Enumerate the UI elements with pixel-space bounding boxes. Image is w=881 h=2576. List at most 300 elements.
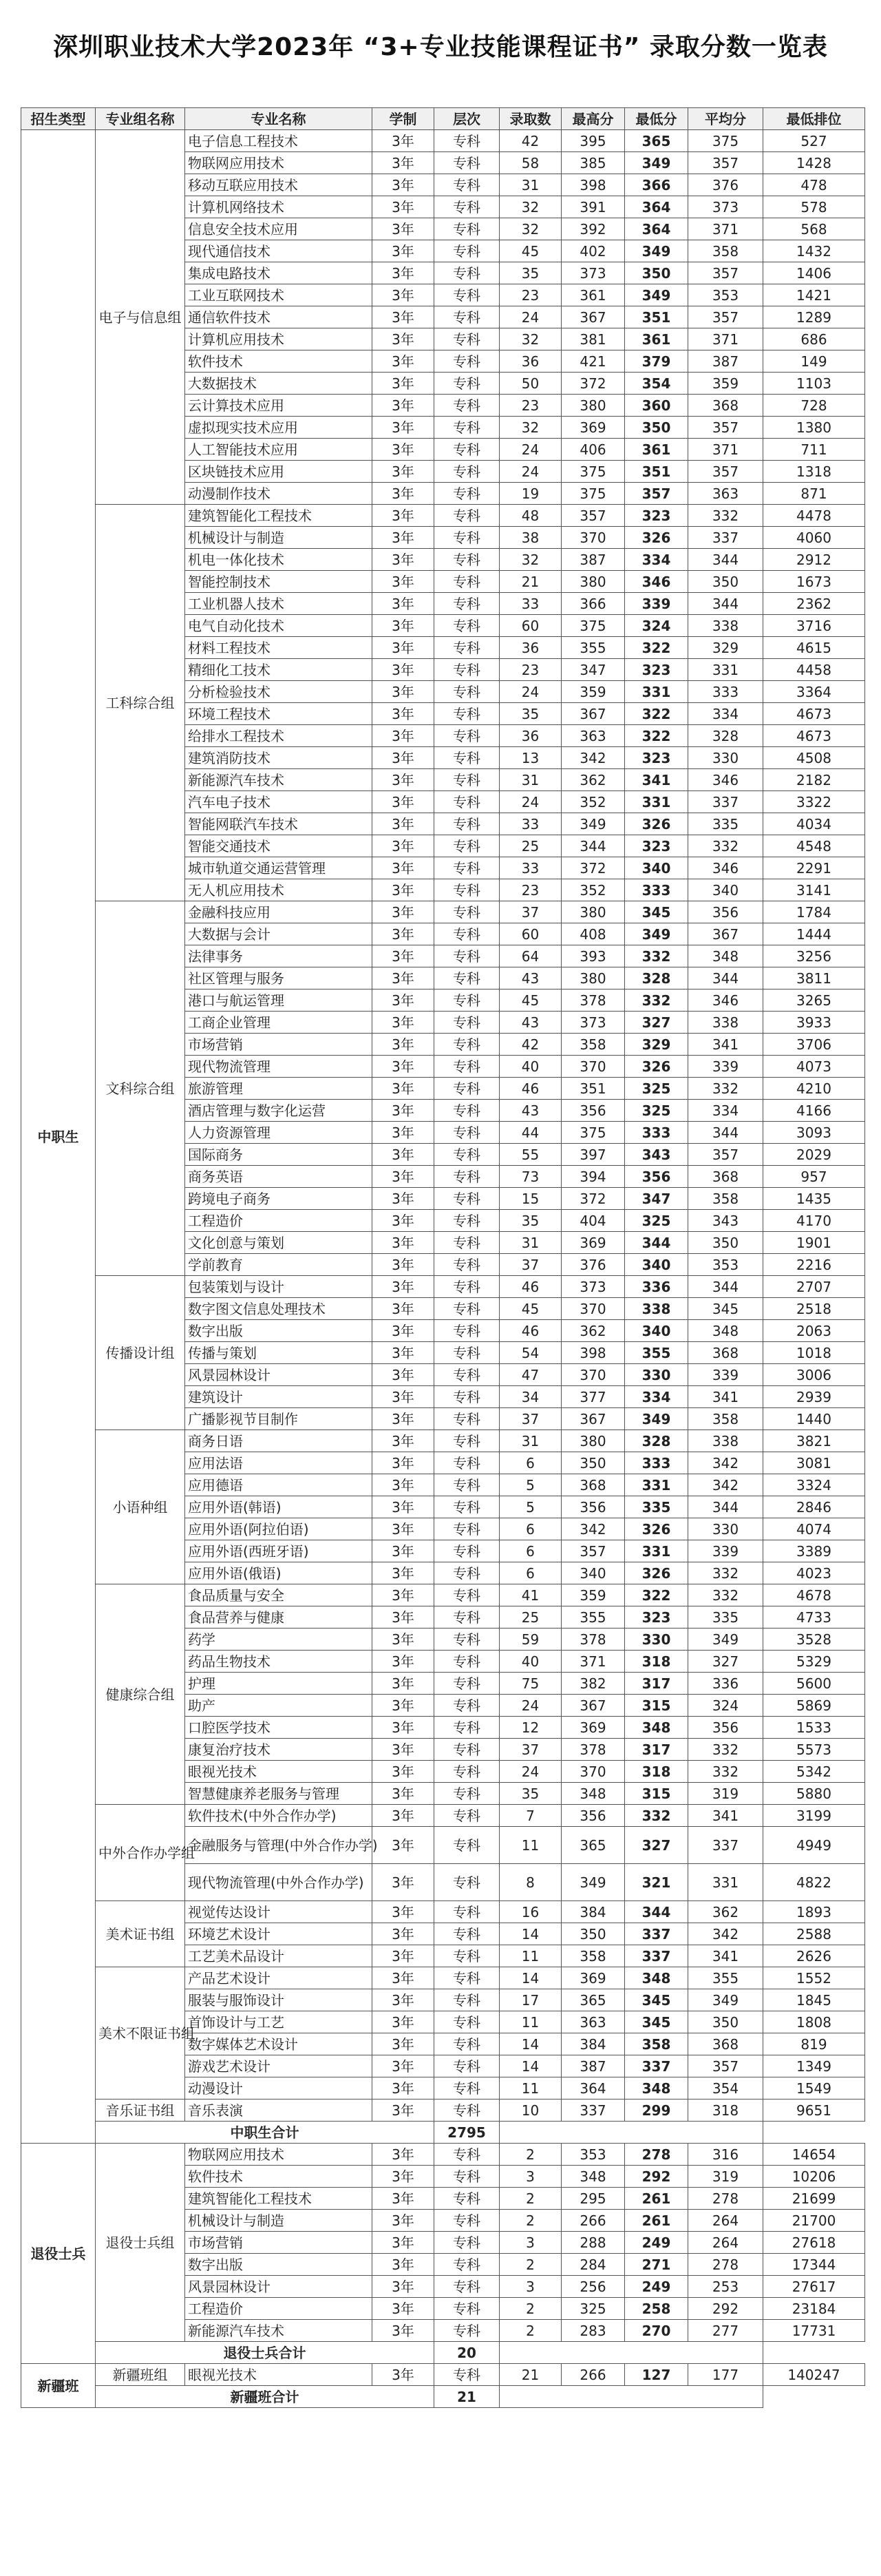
level-cell: 专科 <box>434 813 500 835</box>
highest-score-cell: 370 <box>562 1298 625 1320</box>
duration-cell: 3年 <box>372 1408 434 1430</box>
lowest-rank-cell: 3716 <box>763 615 865 637</box>
duration-cell: 3年 <box>372 2210 434 2232</box>
subtotal-row <box>21 2386 865 2408</box>
major-name-cell: 材料工程技术 <box>185 637 372 659</box>
major-name-cell: 建筑消防技术 <box>185 747 372 769</box>
lowest-score-cell: 326 <box>625 1056 688 1078</box>
average-score-cell: 344 <box>688 1276 763 1298</box>
duration-cell: 3年 <box>372 1144 434 1166</box>
major-name-cell: 传播与策划 <box>185 1342 372 1364</box>
lowest-score-cell: 326 <box>625 1518 688 1540</box>
lowest-rank-cell: 1784 <box>763 901 865 923</box>
major-name-cell: 药学 <box>185 1629 372 1651</box>
average-score-cell: 357 <box>688 461 763 483</box>
average-score-cell: 335 <box>688 1606 763 1629</box>
lowest-rank-cell: 2216 <box>763 1254 865 1276</box>
highest-score-cell: 369 <box>562 1717 625 1739</box>
lowest-score-cell: 323 <box>625 505 688 527</box>
lowest-rank-cell: 2063 <box>763 1320 865 1342</box>
major-name-cell: 市场营销 <box>185 1034 372 1056</box>
admitted-count-cell: 37 <box>500 1739 562 1761</box>
average-score-cell: 334 <box>688 703 763 725</box>
admitted-count-cell: 3 <box>500 2276 562 2298</box>
lowest-score-cell: 343 <box>625 1144 688 1166</box>
major-name-cell: 包装策划与设计 <box>185 1276 372 1298</box>
duration-cell: 3年 <box>372 2298 434 2320</box>
highest-score-cell: 358 <box>562 1945 625 1967</box>
lowest-rank-cell: 1673 <box>763 571 865 593</box>
lowest-rank-cell: 4508 <box>763 747 865 769</box>
duration-cell: 3年 <box>372 879 434 901</box>
lowest-rank-cell: 1349 <box>763 2055 865 2077</box>
average-score-cell: 338 <box>688 1430 763 1452</box>
lowest-score-cell: 364 <box>625 196 688 218</box>
admitted-count-cell: 11 <box>500 2011 562 2033</box>
major-name-cell: 应用外语(西班牙语) <box>185 1540 372 1562</box>
duration-cell: 3年 <box>372 284 434 306</box>
subtotal-blank <box>500 2122 763 2144</box>
lowest-score-cell: 347 <box>625 1188 688 1210</box>
lowest-rank-cell: 4949 <box>763 1827 865 1864</box>
major-name-cell: 工业机器人技术 <box>185 593 372 615</box>
duration-cell: 3年 <box>372 857 434 879</box>
level-cell: 专科 <box>434 791 500 813</box>
lowest-score-cell: 340 <box>625 1320 688 1342</box>
major-name-cell: 工程造价 <box>185 2298 372 2320</box>
duration-cell: 3年 <box>372 1989 434 2011</box>
highest-score-cell: 408 <box>562 923 625 945</box>
level-cell: 专科 <box>434 152 500 174</box>
subtotal-value: 20 <box>434 2342 500 2364</box>
page-title: 深圳职业技术大学2023年 “3+专业技能课程证书” 录取分数一览表 <box>53 33 828 61</box>
highest-score-cell: 352 <box>562 879 625 901</box>
lowest-score-cell: 365 <box>625 130 688 152</box>
highest-score-cell: 369 <box>562 417 625 439</box>
lowest-rank-cell: 2291 <box>763 857 865 879</box>
duration-cell: 3年 <box>372 637 434 659</box>
level-cell: 专科 <box>434 350 500 373</box>
average-score-cell: 316 <box>688 2144 763 2166</box>
average-score-cell: 337 <box>688 791 763 813</box>
highest-score-cell: 357 <box>562 1540 625 1562</box>
admitted-count-cell: 35 <box>500 1783 562 1805</box>
group-name-cell: 美术不限证书组 <box>96 1967 185 2099</box>
admitted-count-cell: 33 <box>500 857 562 879</box>
average-score-cell: 277 <box>688 2320 763 2342</box>
duration-cell: 3年 <box>372 174 434 196</box>
average-score-cell: 359 <box>688 373 763 395</box>
lowest-rank-cell: 5329 <box>763 1651 865 1673</box>
table-row <box>21 1430 865 1452</box>
lowest-score-cell: 249 <box>625 2276 688 2298</box>
average-score-cell: 327 <box>688 1651 763 1673</box>
duration-cell: 3年 <box>372 1078 434 1100</box>
table-row <box>21 130 865 152</box>
major-name-cell: 建筑设计 <box>185 1386 372 1408</box>
duration-cell: 3年 <box>372 1056 434 1078</box>
level-cell: 专科 <box>434 2298 500 2320</box>
highest-score-cell: 392 <box>562 218 625 240</box>
level-cell: 专科 <box>434 1739 500 1761</box>
major-name-cell: 工业互联网技术 <box>185 284 372 306</box>
duration-cell: 3年 <box>372 483 434 505</box>
duration-cell: 3年 <box>372 945 434 967</box>
admitted-count-cell: 55 <box>500 1144 562 1166</box>
admitted-count-cell: 2 <box>500 2298 562 2320</box>
highest-score-cell: 380 <box>562 571 625 593</box>
highest-score-cell: 325 <box>562 2298 625 2320</box>
highest-score-cell: 373 <box>562 1012 625 1034</box>
lowest-rank-cell: 2029 <box>763 1144 865 1166</box>
duration-cell: 3年 <box>372 1320 434 1342</box>
lowest-score-cell: 326 <box>625 527 688 549</box>
lowest-score-cell: 331 <box>625 681 688 703</box>
lowest-score-cell: 340 <box>625 1254 688 1276</box>
highest-score-cell: 370 <box>562 527 625 549</box>
admitted-count-cell: 2 <box>500 2254 562 2276</box>
admitted-count-cell: 37 <box>500 901 562 923</box>
level-cell: 专科 <box>434 2077 500 2099</box>
level-cell: 专科 <box>434 1717 500 1739</box>
level-cell: 专科 <box>434 1945 500 1967</box>
lowest-score-cell: 333 <box>625 879 688 901</box>
lowest-score-cell: 355 <box>625 1342 688 1364</box>
admitted-count-cell: 11 <box>500 2077 562 2099</box>
highest-score-cell: 380 <box>562 395 625 417</box>
level-cell: 专科 <box>434 571 500 593</box>
major-name-cell: 港口与航运管理 <box>185 989 372 1012</box>
major-name-cell: 康复治疗技术 <box>185 1739 372 1761</box>
group-name-cell: 新疆班组 <box>96 2364 185 2386</box>
header-lowest-score: 最低分 <box>625 108 688 130</box>
lowest-score-cell: 337 <box>625 1945 688 1967</box>
level-cell: 专科 <box>434 1100 500 1122</box>
header-level: 层次 <box>434 108 500 130</box>
admitted-count-cell: 16 <box>500 1901 562 1923</box>
subtotal-value: 2795 <box>434 2122 500 2144</box>
lowest-rank-cell: 1808 <box>763 2011 865 2033</box>
duration-cell: 3年 <box>372 615 434 637</box>
average-score-cell: 332 <box>688 1584 763 1606</box>
lowest-rank-cell: 1435 <box>763 1188 865 1210</box>
duration-cell: 3年 <box>372 218 434 240</box>
duration-cell: 3年 <box>372 1606 434 1629</box>
lowest-score-cell: 330 <box>625 1629 688 1651</box>
subtotal-value: 21 <box>434 2386 500 2408</box>
duration-cell: 3年 <box>372 1342 434 1364</box>
lowest-rank-cell: 3006 <box>763 1364 865 1386</box>
highest-score-cell: 350 <box>562 1923 625 1945</box>
lowest-score-cell: 339 <box>625 593 688 615</box>
subtotal-blank <box>500 2386 763 2408</box>
major-name-cell: 现代物流管理 <box>185 1056 372 1078</box>
average-score-cell: 337 <box>688 527 763 549</box>
duration-cell: 3年 <box>372 659 434 681</box>
major-name-cell: 集成电路技术 <box>185 262 372 284</box>
admitted-count-cell: 32 <box>500 417 562 439</box>
level-cell: 专科 <box>434 2188 500 2210</box>
major-name-cell: 应用德语 <box>185 1474 372 1496</box>
lowest-score-cell: 278 <box>625 2144 688 2166</box>
major-name-cell: 动漫设计 <box>185 2077 372 2099</box>
highest-score-cell: 347 <box>562 659 625 681</box>
major-name-cell: 分析检验技术 <box>185 681 372 703</box>
lowest-score-cell: 379 <box>625 350 688 373</box>
highest-score-cell: 397 <box>562 1144 625 1166</box>
duration-cell: 3年 <box>372 1923 434 1945</box>
group-name-cell: 小语种组 <box>96 1430 185 1584</box>
level-cell: 专科 <box>434 923 500 945</box>
average-score-cell: 324 <box>688 1695 763 1717</box>
average-score-cell: 362 <box>688 1901 763 1923</box>
average-score-cell: 357 <box>688 2055 763 2077</box>
major-name-cell: 法律事务 <box>185 945 372 967</box>
major-name-cell: 工商企业管理 <box>185 1012 372 1034</box>
level-cell: 专科 <box>434 703 500 725</box>
average-score-cell: 345 <box>688 1298 763 1320</box>
lowest-rank-cell: 14654 <box>763 2144 865 2166</box>
admitted-count-cell: 32 <box>500 196 562 218</box>
highest-score-cell: 382 <box>562 1673 625 1695</box>
level-cell: 专科 <box>434 1034 500 1056</box>
lowest-score-cell: 299 <box>625 2099 688 2122</box>
duration-cell: 3年 <box>372 2033 434 2055</box>
table-row <box>21 1584 865 1606</box>
admitted-count-cell: 24 <box>500 791 562 813</box>
admitted-count-cell: 2 <box>500 2210 562 2232</box>
table-row <box>21 1901 865 1923</box>
lowest-rank-cell: 1533 <box>763 1717 865 1739</box>
highest-score-cell: 375 <box>562 461 625 483</box>
lowest-score-cell: 322 <box>625 637 688 659</box>
admitted-count-cell: 37 <box>500 1254 562 1276</box>
admitted-count-cell: 36 <box>500 725 562 747</box>
lowest-score-cell: 345 <box>625 901 688 923</box>
level-cell: 专科 <box>434 505 500 527</box>
lowest-rank-cell: 27617 <box>763 2276 865 2298</box>
admitted-count-cell: 48 <box>500 505 562 527</box>
lowest-rank-cell: 4074 <box>763 1518 865 1540</box>
average-score-cell: 346 <box>688 989 763 1012</box>
highest-score-cell: 384 <box>562 1901 625 1923</box>
lowest-rank-cell: 3322 <box>763 791 865 813</box>
lowest-score-cell: 337 <box>625 1923 688 1945</box>
duration-cell: 3年 <box>372 2320 434 2342</box>
subtotal-row <box>21 2342 865 2364</box>
duration-cell: 3年 <box>372 967 434 989</box>
major-name-cell: 旅游管理 <box>185 1078 372 1100</box>
duration-cell: 3年 <box>372 791 434 813</box>
lowest-score-cell: 360 <box>625 395 688 417</box>
lowest-rank-cell: 2846 <box>763 1496 865 1518</box>
average-score-cell: 253 <box>688 2276 763 2298</box>
admitted-count-cell: 23 <box>500 879 562 901</box>
admitted-count-cell: 25 <box>500 1606 562 1629</box>
duration-cell: 3年 <box>372 1232 434 1254</box>
admitted-count-cell: 3 <box>500 2232 562 2254</box>
admitted-count-cell: 5 <box>500 1474 562 1496</box>
average-score-cell: 368 <box>688 2033 763 2055</box>
highest-score-cell: 398 <box>562 1342 625 1364</box>
admitted-count-cell: 45 <box>500 1298 562 1320</box>
duration-cell: 3年 <box>372 747 434 769</box>
header-admission-type: 招生类型 <box>21 108 96 130</box>
major-name-cell: 环境艺术设计 <box>185 1923 372 1945</box>
highest-score-cell: 367 <box>562 703 625 725</box>
lowest-rank-cell: 3199 <box>763 1805 865 1827</box>
level-cell: 专科 <box>434 1298 500 1320</box>
level-cell: 专科 <box>434 130 500 152</box>
duration-cell: 3年 <box>372 1827 434 1864</box>
highest-score-cell: 352 <box>562 791 625 813</box>
lowest-score-cell: 318 <box>625 1651 688 1673</box>
group-name-cell: 工科综合组 <box>96 505 185 901</box>
major-name-cell: 移动互联应用技术 <box>185 174 372 196</box>
duration-cell: 3年 <box>372 1254 434 1276</box>
lowest-score-cell: 345 <box>625 2011 688 2033</box>
duration-cell: 3年 <box>372 1452 434 1474</box>
highest-score-cell: 376 <box>562 1254 625 1276</box>
highest-score-cell: 398 <box>562 174 625 196</box>
table-row <box>21 1276 865 1298</box>
level-cell: 专科 <box>434 2232 500 2254</box>
major-name-cell: 跨境电子商务 <box>185 1188 372 1210</box>
lowest-rank-cell: 478 <box>763 174 865 196</box>
highest-score-cell: 266 <box>562 2364 625 2386</box>
duration-cell: 3年 <box>372 1364 434 1386</box>
lowest-score-cell: 348 <box>625 1717 688 1739</box>
average-score-cell: 177 <box>688 2364 763 2386</box>
admitted-count-cell: 25 <box>500 835 562 857</box>
admitted-count-cell: 2 <box>500 2144 562 2166</box>
admitted-count-cell: 46 <box>500 1320 562 1342</box>
average-score-cell: 333 <box>688 681 763 703</box>
major-name-cell: 市场营销 <box>185 2232 372 2254</box>
admitted-count-cell: 60 <box>500 923 562 945</box>
admitted-count-cell: 11 <box>500 1827 562 1864</box>
highest-score-cell: 362 <box>562 1320 625 1342</box>
level-cell: 专科 <box>434 835 500 857</box>
level-cell: 专科 <box>434 615 500 637</box>
admitted-count-cell: 21 <box>500 571 562 593</box>
lowest-score-cell: 326 <box>625 813 688 835</box>
admitted-count-cell: 33 <box>500 813 562 835</box>
admitted-count-cell: 42 <box>500 130 562 152</box>
highest-score-cell: 359 <box>562 681 625 703</box>
highest-score-cell: 369 <box>562 1967 625 1989</box>
highest-score-cell: 359 <box>562 1584 625 1606</box>
group-name-cell: 中外合作办学组 <box>96 1805 185 1901</box>
level-cell: 专科 <box>434 1276 500 1298</box>
major-name-cell: 物联网应用技术 <box>185 2144 372 2166</box>
lowest-score-cell: 326 <box>625 1562 688 1584</box>
admitted-count-cell: 17 <box>500 1989 562 2011</box>
lowest-score-cell: 323 <box>625 747 688 769</box>
subtotal-label: 退役士兵合计 <box>96 2342 434 2364</box>
highest-score-cell: 363 <box>562 725 625 747</box>
admitted-count-cell: 43 <box>500 1100 562 1122</box>
highest-score-cell: 351 <box>562 1078 625 1100</box>
average-score-cell: 344 <box>688 549 763 571</box>
lowest-score-cell: 261 <box>625 2188 688 2210</box>
level-cell: 专科 <box>434 2033 500 2055</box>
lowest-score-cell: 325 <box>625 1078 688 1100</box>
level-cell: 专科 <box>434 395 500 417</box>
level-cell: 专科 <box>434 1012 500 1034</box>
major-name-cell: 人工智能技术应用 <box>185 439 372 461</box>
lowest-score-cell: 338 <box>625 1298 688 1320</box>
level-cell: 专科 <box>434 2210 500 2232</box>
highest-score-cell: 375 <box>562 483 625 505</box>
lowest-score-cell: 335 <box>625 1496 688 1518</box>
duration-cell: 3年 <box>372 1122 434 1144</box>
major-name-cell: 智能控制技术 <box>185 571 372 593</box>
duration-cell: 3年 <box>372 1276 434 1298</box>
duration-cell: 3年 <box>372 2232 434 2254</box>
major-name-cell: 机械设计与制造 <box>185 2210 372 2232</box>
average-score-cell: 343 <box>688 1210 763 1232</box>
duration-cell: 3年 <box>372 2099 434 2122</box>
level-cell: 专科 <box>434 857 500 879</box>
average-score-cell: 278 <box>688 2188 763 2210</box>
duration-cell: 3年 <box>372 240 434 262</box>
level-cell: 专科 <box>434 1629 500 1651</box>
admitted-count-cell: 31 <box>500 1232 562 1254</box>
lowest-score-cell: 322 <box>625 1584 688 1606</box>
lowest-rank-cell: 17344 <box>763 2254 865 2276</box>
average-score-cell: 368 <box>688 1342 763 1364</box>
lowest-score-cell: 349 <box>625 152 688 174</box>
major-name-cell: 首饰设计与工艺 <box>185 2011 372 2033</box>
highest-score-cell: 381 <box>562 328 625 350</box>
highest-score-cell: 357 <box>562 505 625 527</box>
highest-score-cell: 394 <box>562 1166 625 1188</box>
highest-score-cell: 368 <box>562 1474 625 1496</box>
admitted-count-cell: 60 <box>500 615 562 637</box>
level-cell: 专科 <box>434 417 500 439</box>
average-score-cell: 332 <box>688 1562 763 1584</box>
header-highest-score: 最高分 <box>562 108 625 130</box>
lowest-score-cell: 323 <box>625 659 688 681</box>
duration-cell: 3年 <box>372 2364 434 2386</box>
lowest-rank-cell: 1440 <box>763 1408 865 1430</box>
lowest-score-cell: 249 <box>625 2232 688 2254</box>
admitted-count-cell: 45 <box>500 989 562 1012</box>
major-name-cell: 眼视光技术 <box>185 2364 372 2386</box>
duration-cell: 3年 <box>372 2055 434 2077</box>
admitted-count-cell: 32 <box>500 549 562 571</box>
level-cell: 专科 <box>434 637 500 659</box>
duration-cell: 3年 <box>372 1864 434 1901</box>
lowest-score-cell: 358 <box>625 2033 688 2055</box>
average-score-cell: 332 <box>688 1078 763 1100</box>
lowest-rank-cell: 957 <box>763 1166 865 1188</box>
duration-cell: 3年 <box>372 1210 434 1232</box>
admitted-count-cell: 32 <box>500 328 562 350</box>
average-score-cell: 357 <box>688 417 763 439</box>
duration-cell: 3年 <box>372 1298 434 1320</box>
highest-score-cell: 349 <box>562 1864 625 1901</box>
duration-cell: 3年 <box>372 306 434 328</box>
admitted-count-cell: 36 <box>500 637 562 659</box>
average-score-cell: 330 <box>688 747 763 769</box>
lowest-score-cell: 330 <box>625 1364 688 1386</box>
admitted-count-cell: 44 <box>500 1122 562 1144</box>
admitted-count-cell: 38 <box>500 527 562 549</box>
level-cell: 专科 <box>434 461 500 483</box>
highest-score-cell: 393 <box>562 945 625 967</box>
